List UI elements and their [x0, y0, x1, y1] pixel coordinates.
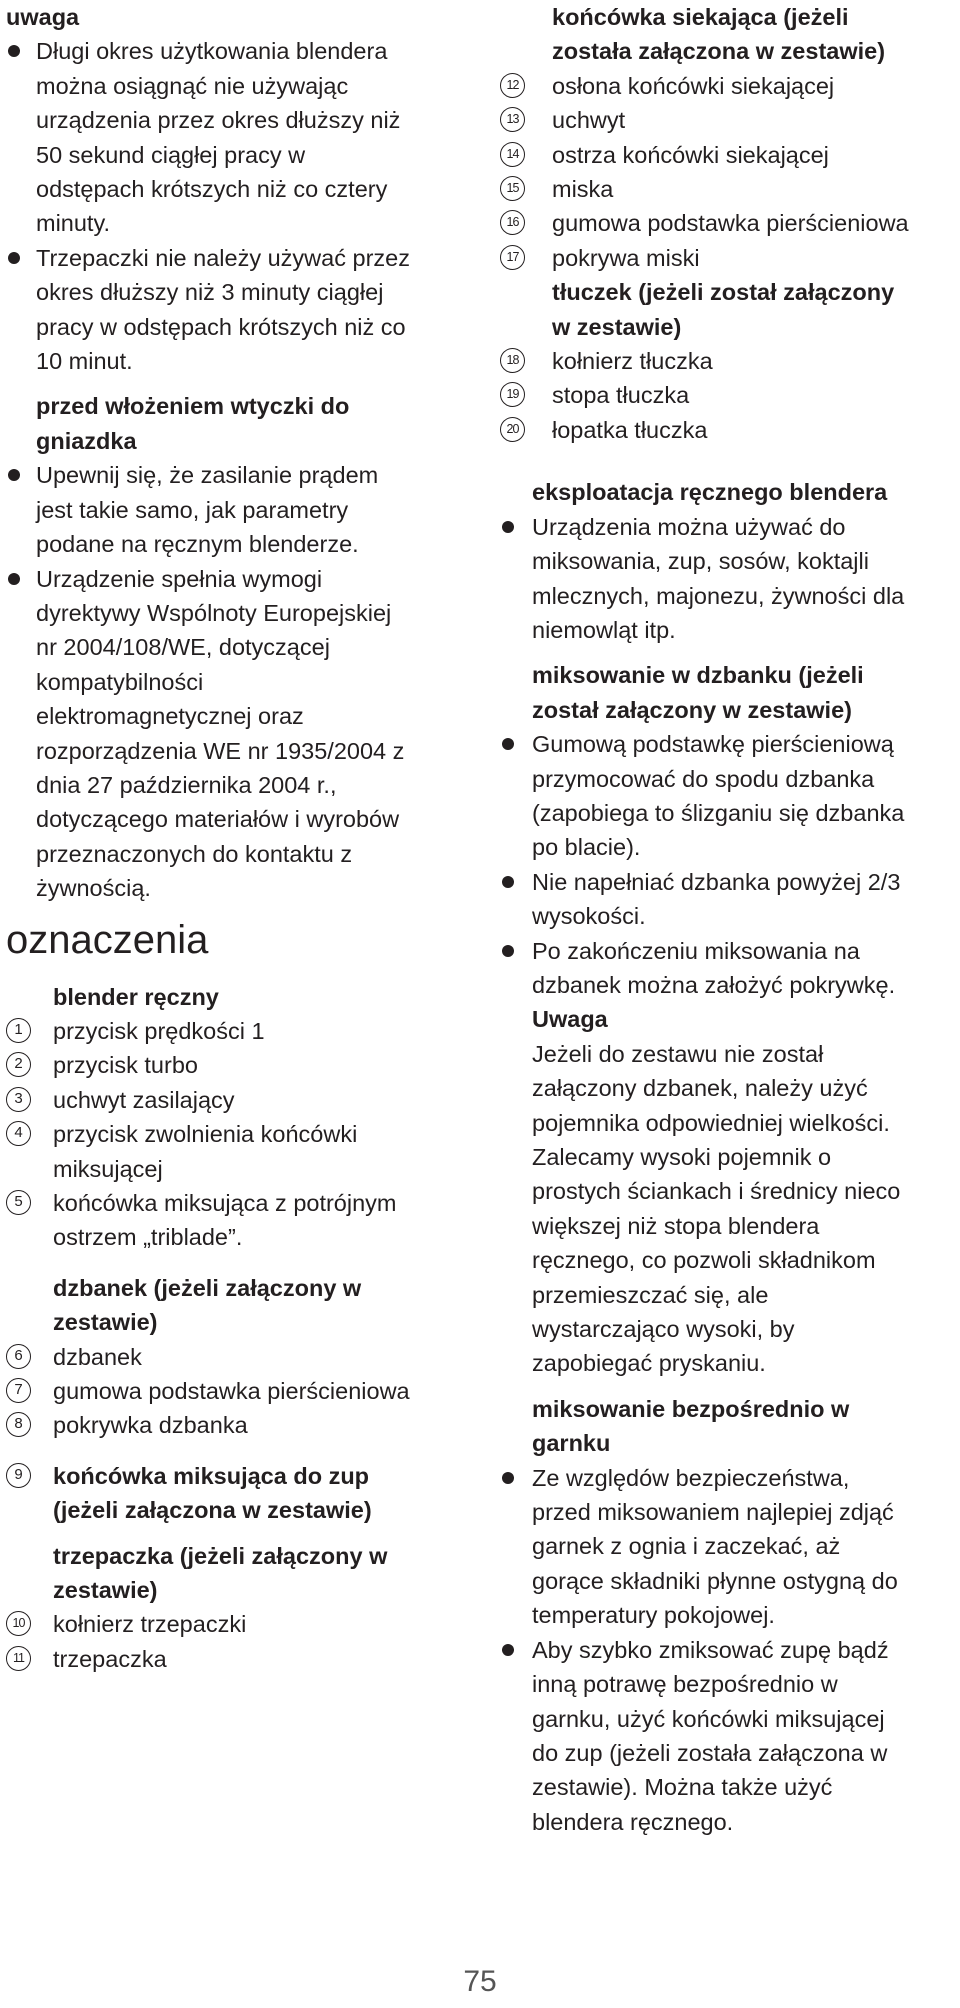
text-line: przymocować do spodu dzbanka	[532, 765, 875, 792]
text-line: Zalecamy wysoki pojemnik o	[532, 1144, 832, 1170]
bullet-lid	[500, 934, 956, 1003]
heading-line: została załączona w zestawie)	[552, 38, 886, 65]
text-line: końcówka miksująca do zup	[53, 1462, 370, 1489]
text-line: niemowląt itp.	[532, 616, 676, 643]
heading-line: gniazdka	[36, 427, 137, 454]
text-line: osłona końcówki siekającej	[552, 72, 835, 99]
text-line: zapobiegać pryskaniu.	[532, 1350, 766, 1377]
right-column	[500, 0, 956, 1839]
heading-line: trzepaczka (jeżeli załączony w	[53, 1542, 388, 1569]
number-circle: 19	[500, 382, 525, 407]
text-line: Po zakończeniu miksowania na	[532, 937, 860, 964]
blender-heading: blender ręczny	[53, 983, 219, 1010]
text-line: dotyczącego materiałów i wyrobów	[36, 806, 400, 833]
legend-item-5	[6, 1186, 466, 1255]
text-line: prostych ściankach i średnicy nieco	[532, 1178, 901, 1205]
legend-item-11	[6, 1642, 466, 1676]
heading-line: w zestawie)	[552, 313, 682, 340]
text-line: Długi okres użytkowania blendera	[36, 38, 388, 65]
text-line: pokrywa miski	[552, 244, 700, 271]
text-line: ręcznego, co pozwoli składnikom	[532, 1247, 876, 1274]
text-line: Ze względów bezpieczeństwa,	[532, 1464, 850, 1491]
masher-heading	[500, 275, 956, 344]
text-line: przycisk turbo	[53, 1052, 198, 1079]
text-line: Trzepaczki nie należy używać przez	[36, 244, 410, 271]
text-line: podane na ręcznym blenderze.	[36, 531, 359, 558]
legend-item-14	[500, 138, 956, 172]
text-line: miska	[552, 176, 614, 203]
text-line: Gumową podstawkę pierścieniową	[532, 731, 894, 758]
number-circle: 13	[500, 107, 525, 132]
text-line: odstępach krótszych niż co cztery	[36, 176, 388, 203]
text-line: wystarczająco wysoki, by	[532, 1316, 795, 1343]
text-line: uchwyt	[552, 107, 626, 134]
text-line: kompatybilności	[36, 668, 204, 695]
text-line: ostrzem „triblade”.	[53, 1224, 243, 1251]
jug-heading	[6, 1271, 466, 1340]
text-line: urządzenia przez okres dłuższy niż	[36, 107, 401, 134]
text-line: ostrza końcówki siekającej	[552, 141, 829, 168]
text-line: do zup (jeżeli została załączona w	[532, 1739, 888, 1766]
text-line: gorące składniki płynne ostygną do	[532, 1567, 898, 1594]
number-circle: 5	[6, 1190, 31, 1215]
number-circle: 6	[6, 1344, 31, 1369]
text-line: jest takie samo, jak parametry	[36, 496, 349, 523]
uwaga-heading: uwaga	[6, 4, 80, 30]
legend-item-20	[500, 413, 956, 447]
number-circle: 18	[500, 348, 525, 373]
text-line: po blacie).	[532, 834, 641, 861]
heading-line: końcówka siekająca (jeżeli	[552, 4, 849, 30]
section-title: oznaczenia	[6, 917, 209, 962]
text-line: pojemnika odpowiedniej wielkości.	[532, 1109, 890, 1136]
text-line: Upewnij się, że zasilanie prądem	[36, 462, 379, 489]
text-line: gumowa podstawka pierścieniowa	[53, 1378, 410, 1405]
text-line: Urządzenia można używać do	[532, 513, 846, 540]
text-line: dzbanek	[53, 1343, 142, 1370]
text-line: (zapobiega to ślizganiu się dzbanka	[532, 799, 905, 826]
heading-line: przed włożeniem wtyczki do	[36, 393, 350, 420]
text-line: przeznaczonych do kontaktu z	[36, 840, 353, 867]
text-line: stopa tłuczka	[552, 382, 690, 409]
legend-item-16	[500, 206, 956, 240]
heading-line: miksowanie w dzbanku (jeżeli	[532, 662, 864, 689]
left-column	[6, 0, 466, 1676]
number-circle: 16	[500, 210, 525, 235]
text-line: przycisk prędkości 1	[53, 1017, 265, 1044]
note-block	[500, 1002, 956, 1380]
heading-line: tłuczek (jeżeli został załączony	[552, 279, 895, 306]
bullet-safety	[500, 1461, 956, 1633]
text-line: łopatka tłuczka	[552, 416, 708, 443]
text-line: pracy w odstępach krótszych niż co	[36, 313, 406, 340]
bullet-soup-in-pan	[500, 1633, 956, 1839]
text-line: wysokości.	[532, 903, 646, 930]
legend-item-19	[500, 378, 956, 412]
text-line: większej niż stopa blendera	[532, 1212, 820, 1239]
legend-item-2	[6, 1048, 466, 1082]
number-circle: 1	[6, 1018, 31, 1043]
bullet-blender-usage	[6, 34, 466, 240]
text-line: blendera ręcznego.	[532, 1808, 734, 1835]
text-line: Urządzenie spełnia wymogi	[36, 565, 323, 592]
number-circle: 3	[6, 1087, 31, 1112]
number-circle: 2	[6, 1052, 31, 1077]
heading-line: zestawie)	[53, 1309, 158, 1336]
bullet-ring-base	[500, 727, 956, 865]
text-line: (jeżeli załączona w zestawie)	[53, 1497, 372, 1524]
number-circle: 9	[6, 1463, 31, 1488]
legend-item-17	[500, 241, 956, 275]
text-line: załączony dzbanek, należy użyć	[532, 1075, 868, 1102]
number-circle: 11	[6, 1646, 31, 1671]
page-number: 75	[463, 1965, 497, 1998]
text-line: końcówka miksująca z potrójnym	[53, 1190, 397, 1216]
text-line: okres dłuższy niż 3 minuty ciągłej	[36, 279, 384, 306]
number-circle: 8	[6, 1412, 31, 1437]
note-heading: Uwaga	[532, 1006, 608, 1033]
bullet-fill-level	[500, 865, 956, 934]
text-line: przed miksowaniem najlepiej zdjąć	[532, 1499, 894, 1526]
number-circle: 12	[500, 73, 525, 98]
text-line: żywnością.	[36, 875, 151, 902]
text-line: elektromagnetycznej oraz	[36, 703, 304, 730]
legend-item-6	[6, 1340, 466, 1374]
bullet-whisk-usage	[6, 241, 466, 379]
text-line: inną potrawę bezpośrednio w	[532, 1671, 838, 1698]
text-line: kołnierz tłuczka	[552, 348, 713, 375]
text-line: garnku, użyć końcówki miksującej	[532, 1705, 885, 1732]
legend-item-8	[6, 1408, 466, 1442]
text-line: zestawie). Można także użyć	[532, 1774, 833, 1801]
text-line: temperatury pokojowej.	[532, 1602, 775, 1629]
text-line: dyrektywy Wspólnoty Europejskiej	[36, 599, 392, 626]
chopper-heading	[500, 0, 956, 69]
text-line: przemieszczać się, ale	[532, 1281, 769, 1308]
pan-heading	[500, 1392, 956, 1461]
heading-line: garnku	[532, 1430, 611, 1457]
number-circle: 17	[500, 245, 525, 270]
legend-item-3	[6, 1083, 466, 1117]
legend-item-4	[6, 1117, 466, 1186]
legend-item-10	[6, 1607, 466, 1641]
text-line: 10 minut.	[36, 348, 133, 375]
number-circle: 20	[500, 417, 525, 442]
text-line: kołnierz trzepaczki	[53, 1611, 247, 1638]
number-circle: 4	[6, 1121, 31, 1146]
legend-item-15	[500, 172, 956, 206]
text-line: dnia 27 października 2004 r.,	[36, 771, 337, 798]
heading-line: został załączony w zestawie)	[532, 696, 852, 723]
legend-item-7	[6, 1374, 466, 1408]
heading-line: dzbanek (jeżeli załączony w	[53, 1274, 362, 1301]
heading-line: zestawie)	[53, 1577, 158, 1604]
usage-heading: eksploatacja ręcznego blendera	[532, 479, 888, 506]
heading-line: miksowanie bezpośrednio w	[532, 1395, 850, 1422]
bullet-directive	[6, 562, 466, 906]
text-line: uchwyt zasilający	[53, 1086, 235, 1113]
text-line: miksowania, zup, sosów, koktajli	[532, 548, 869, 575]
legend-item-1	[6, 1014, 466, 1048]
text-line: 50 sekund ciągłej pracy w	[36, 141, 306, 168]
bullet-voltage	[6, 458, 466, 561]
whisk-heading	[6, 1539, 466, 1608]
number-circle: 14	[500, 142, 525, 167]
legend-item-13	[500, 103, 956, 137]
text-line: dzbanek można założyć pokrywkę.	[532, 971, 896, 998]
plug-heading	[6, 389, 466, 458]
text-line: można osiągnąć nie używając	[36, 72, 349, 99]
number-circle: 15	[500, 176, 525, 201]
text-line: miksującej	[53, 1155, 163, 1182]
legend-item-18	[500, 344, 956, 378]
text-line: przycisk zwolnienia końcówki	[53, 1121, 358, 1148]
jug-mix-heading	[500, 658, 956, 727]
bullet-usage	[500, 510, 956, 648]
text-line: Aby szybko zmiksować zupę bądź	[532, 1636, 889, 1663]
legend-item-12	[500, 69, 956, 103]
text-line: minuty.	[36, 210, 110, 237]
text-line: mlecznych, majonezu, żywności dla	[532, 582, 905, 609]
text-line: nr 2004/108/WE, dotyczącej	[36, 634, 330, 661]
text-line: gumowa podstawka pierścieniowa	[552, 210, 909, 237]
text-line: trzepaczka	[53, 1645, 167, 1672]
text-line: Nie napełniać dzbanka powyżej 2/3	[532, 868, 901, 895]
text-line: pokrywka dzbanka	[53, 1412, 248, 1439]
legend-item-9	[6, 1459, 466, 1528]
number-circle: 10	[6, 1611, 31, 1636]
text-line: Jeżeli do zestawu nie został	[532, 1040, 824, 1067]
text-line: garnek z ognia i zaczekać, aż	[532, 1533, 841, 1560]
text-line: rozporządzenia WE nr 1935/2004 z	[36, 737, 405, 764]
number-circle: 7	[6, 1378, 31, 1403]
